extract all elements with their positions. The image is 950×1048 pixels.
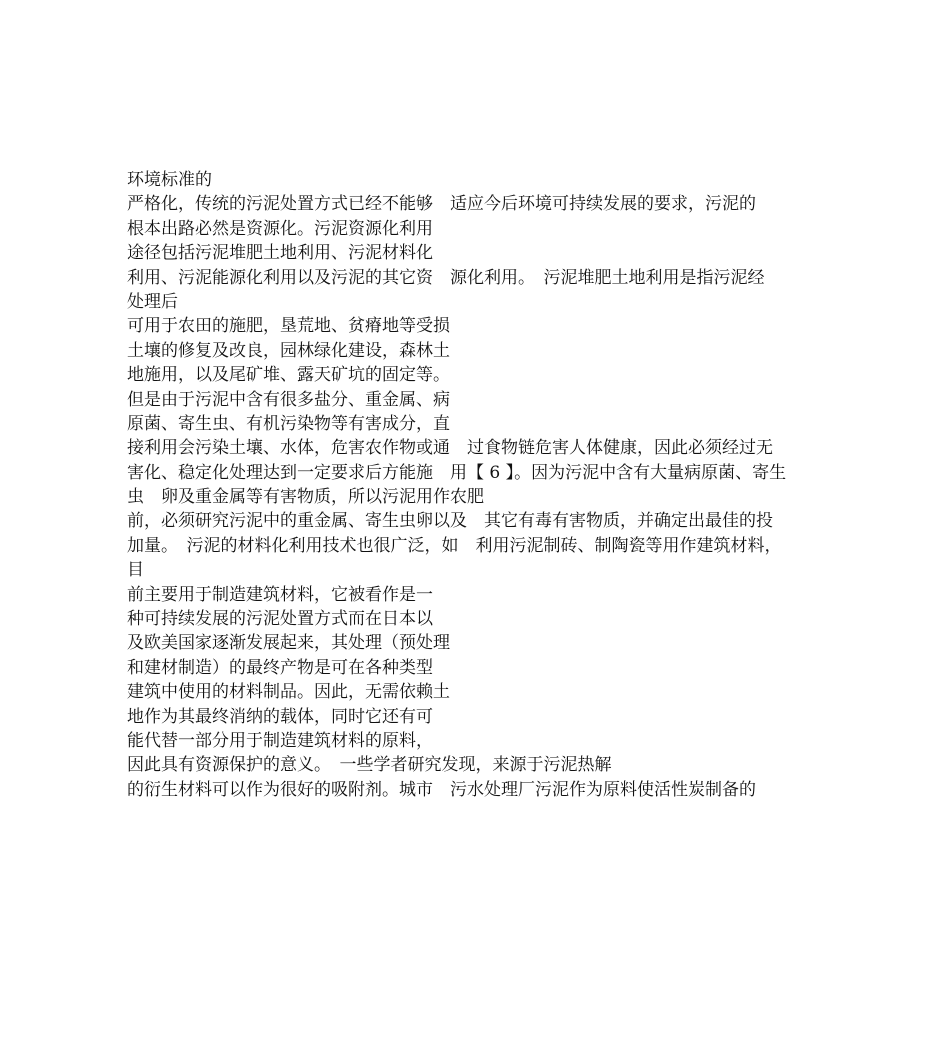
text-line: 能代替一部分用于制造建筑材料的原料，: [127, 730, 433, 751]
text-line: 因此具有资源保护的意义。 一些学者研究发现，来源于污泥热解: [127, 755, 612, 776]
text-line: 原菌、寄生虫、有机污染物等有害成分，直: [127, 413, 450, 434]
text-line: 根本出路必然是资源化。污泥资源化利用: [127, 218, 433, 239]
text-line: 途径包括污泥堆肥土地利用、污泥材料化: [127, 243, 433, 264]
text-line: 前主要用于制造建筑材料，它被看作是一: [127, 584, 433, 605]
text-line: 前，必须研究污泥中的重金属、寄生虫卵以及 其它有毒有害物质，并确定出最佳的投: [127, 511, 773, 532]
text-line: 加量。 污泥的材料化利用技术也很广泛，如 利用污泥制砖、制陶瓷等用作建筑材料，: [127, 535, 782, 556]
text-line: 虫 卵及重金属等有害物质，所以污泥用作农肥: [127, 487, 484, 508]
text-line: 但是由于污泥中含有很多盐分、重金属、病: [127, 389, 450, 410]
text-line: 可用于农田的施肥，垦荒地、贫瘠地等受损: [127, 316, 450, 337]
text-line: 和建材制造）的最终产物是可在各种类型: [127, 657, 433, 678]
text-line: 的衍生材料可以作为很好的吸附剂。城市 污水处理厂污泥作为原料使活性炭制备的: [127, 779, 756, 800]
text-line: 处理后: [127, 291, 178, 312]
text-line: 建筑中使用的材料制品。因此，无需依赖土: [127, 682, 450, 703]
text-line: 土壤的修复及改良，园林绿化建设，森林土: [127, 340, 450, 361]
text-line: 地作为其最终消纳的载体，同时它还有可: [127, 706, 433, 727]
text-line: 及欧美国家逐渐发展起来，其处理（预处理: [127, 633, 450, 654]
text-line: 目: [127, 560, 144, 581]
text-line: 环境标准的: [127, 170, 212, 190]
text-line: 严格化，传统的污泥处置方式已经不能够 适应今后环境可持续发展的要求，污泥的: [127, 194, 756, 215]
text-line: 接利用会污染土壤、水体，危害农作物或通 过食物链危害人体健康，因此必须经过无: [127, 438, 773, 459]
text-line: 害化、稳定化处理达到一定要求后方能施 用【 6 】。因为污泥中含有大量病原菌、寄生: [127, 462, 787, 483]
text-line: 利用、污泥能源化利用以及污泥的其它资 源化利用。 污泥堆肥土地利用是指污泥经: [127, 267, 765, 288]
text-line: 地施用，以及尾矿堆、露天矿坑的固定等。: [127, 365, 450, 386]
body-text: [127, 168, 827, 802]
text-line: 种可持续发展的污泥处置方式而在日本以: [127, 609, 433, 630]
